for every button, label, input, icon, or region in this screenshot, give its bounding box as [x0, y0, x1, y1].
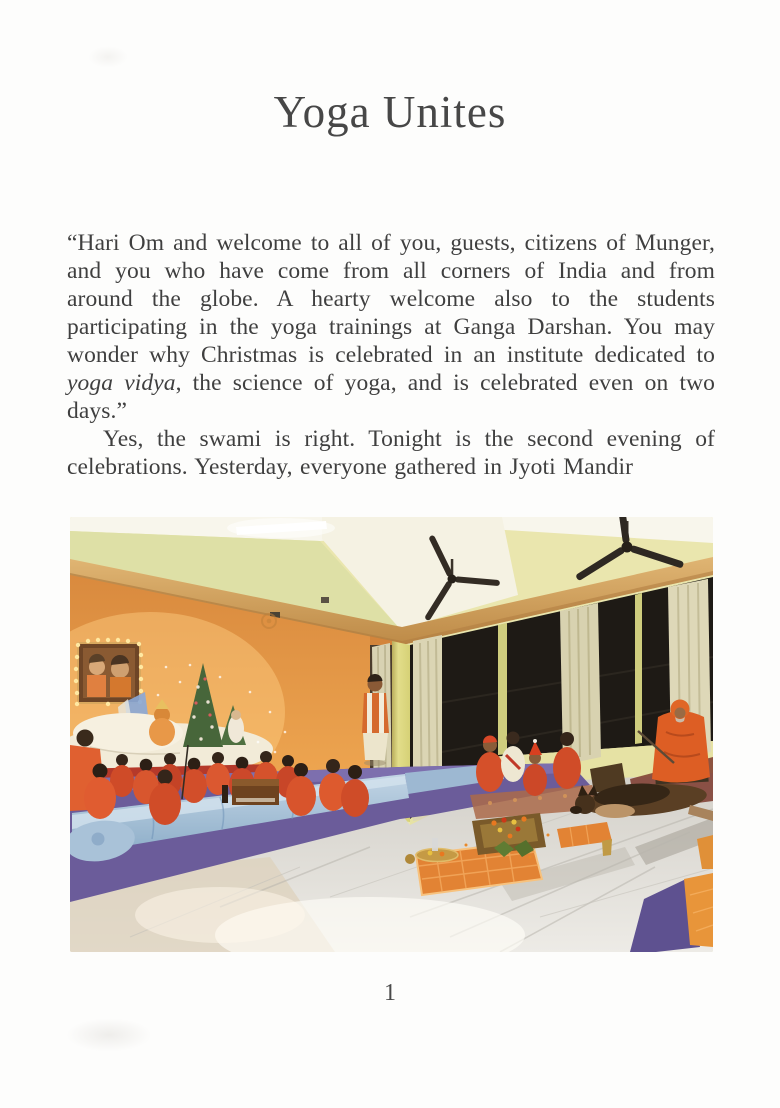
paragraph-two: Yes, the swami is right. Tonight is the second evening of celebrations. Yesterday, everyone gathered in Jyoti Mandir	[67, 426, 715, 480]
scan-smudge	[66, 1018, 152, 1052]
paragraph-text: , the science of yoga, and is celebrated even on two days.”	[67, 370, 715, 424]
page-number: 1	[384, 980, 396, 1006]
paragraph-text: “Hari Om and welcome to all of you, guests, citizens of Munger, and you who have come from all corners of India and from around the globe. A hearty welcome also to the students participating in the yoga trainings at Ganga Darshan. You may wonder why Christmas is celebrated in an institute dedicated to	[67, 230, 715, 368]
celebration-photo-art	[70, 517, 713, 952]
celebration-photo	[70, 517, 713, 952]
paragraph-one	[67, 229, 715, 425]
italic-term: yoga vidya	[67, 370, 176, 396]
body-text	[67, 229, 715, 481]
scan-smudge	[88, 46, 128, 68]
page-title: Yoga Unites	[273, 87, 507, 137]
tube-light	[227, 518, 335, 538]
